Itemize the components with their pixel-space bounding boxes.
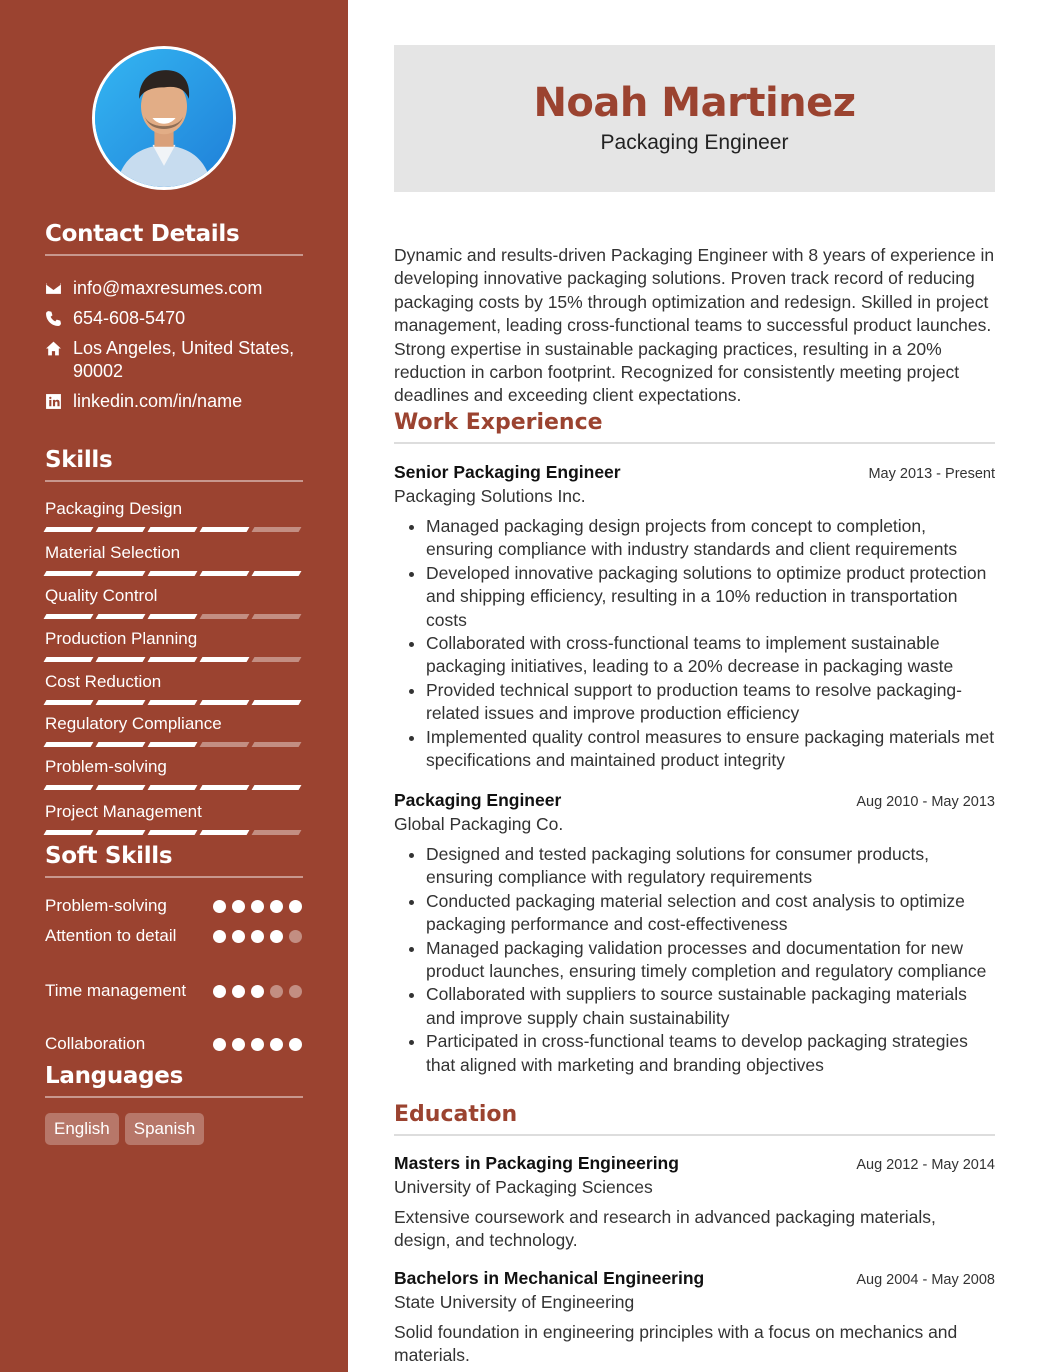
job-company: Global Packaging Co. [394,814,564,834]
job-company: Packaging Solutions Inc. [394,486,586,506]
contact-email[interactable]: info@maxresumes.com [45,277,305,300]
rating-dot [270,900,283,913]
skill-level-segment [252,742,302,747]
skill-level-segment [96,571,146,576]
skill-item [45,672,303,705]
soft-skill-name: Attention to detail [45,926,177,945]
skill-level-segment [148,830,198,835]
language-tag: English [45,1113,119,1145]
skill-level-segment [200,742,250,747]
skill-name: Material Selection [45,543,181,562]
rating-dot [270,985,283,998]
skill-name: Regulatory Compliance [45,714,222,733]
rating-dot [251,900,264,913]
skill-level-segment [252,785,302,790]
list-item: • Collaborated with suppliers to source sustainable packaging materials and improve supply chain sustainability [426,983,995,1030]
language-tag: Spanish [125,1113,204,1145]
contact-heading: Contact Details [45,221,303,256]
skill-level-bar [45,571,303,576]
skill-level-bar [45,742,303,747]
skills-heading: Skills [45,447,303,482]
contact-phone[interactable]: 654-608-5470 [45,307,305,330]
skill-level-segment [96,785,146,790]
home-icon [45,337,73,383]
education-dates: Aug 2012 - May 2014 [856,1157,995,1173]
rating-dot [213,985,226,998]
list-item: • Managed packaging design projects from concept to completion, ensuring compliance with industry standards and client requirements [426,515,995,562]
education-heading: Education [394,1102,995,1136]
skill-level-segment [44,657,94,662]
skill-level-bar [45,614,303,619]
skill-item [45,714,303,747]
skill-level-segment [96,614,146,619]
soft-skill-name: Problem-solving [45,896,167,915]
skill-level-segment [44,785,94,790]
skill-item [45,543,303,576]
address-line-2: 90002 [73,361,124,381]
skill-level-segment [44,571,94,576]
job-dates: May 2013 - Present [868,466,995,482]
skill-level-segment [44,527,94,532]
job-bullets [394,843,995,1077]
skill-level-segment [252,700,302,705]
skill-level-segment [148,700,198,705]
list-item: • Implemented quality control measures to ensure packaging materials met specifications and maintained product integrity [426,726,995,773]
rating-dot [270,1038,283,1051]
sidebar [0,0,348,1372]
school: State University of Engineering [394,1292,635,1312]
skill-level-segment [252,657,302,662]
soft-skill-name: Collaboration [45,1034,146,1053]
education-entry [394,1152,995,1253]
skill-level-bar [45,785,303,790]
skill-level-bar [45,657,303,662]
job-title: Packaging Engineer [394,790,562,810]
profile-photo-icon [95,49,233,187]
education-description: Extensive coursework and research in advanced packaging materials, design, and technology. [394,1207,936,1251]
soft-skill-item [45,979,305,1003]
work-experience-heading: Work Experience [394,410,995,444]
rating-dot [232,900,245,913]
avatar [92,46,236,190]
rating-dot [213,900,226,913]
rating-dot [232,1038,245,1051]
skill-name: Problem-solving [45,757,167,776]
education-entry [394,1267,995,1368]
skill-level-segment [252,614,302,619]
linkedin-icon [45,390,73,413]
school: University of Packaging Sciences [394,1177,653,1197]
skill-name: Packaging Design [45,499,183,518]
languages-list [45,1113,204,1145]
rating-dot [251,985,264,998]
skill-level-segment [96,527,146,532]
rating-dot [289,900,302,913]
list-item: • Developed innovative packaging solutions to optimize product protection and shipping efficiency, resulting in a 10% reduction in transportation costs [426,562,995,632]
candidate-title: Packaging Engineer [600,131,789,154]
address-line-1: Los Angeles, United States, [73,338,295,358]
skill-name: Production Planning [45,629,198,648]
education-dates: Aug 2004 - May 2008 [856,1272,995,1288]
contact-linkedin[interactable]: linkedin.com/in/name [45,390,305,413]
job-entry [394,789,995,1077]
list-item: • Provided technical support to production teams to resolve packaging-related issues and improve production efficiency [426,679,995,726]
skill-level-segment [252,571,302,576]
soft-skill-rating [213,1032,303,1056]
skill-level-segment [96,657,146,662]
rating-dot [213,1038,226,1051]
soft-skill-rating [213,979,303,1003]
skill-level-segment [148,571,198,576]
skill-level-segment [148,657,198,662]
education-description: Solid foundation in engineering principles with a focus on mechanics and materials. [394,1322,958,1366]
skill-level-segment [96,700,146,705]
soft-skill-item [45,1032,305,1056]
job-bullets [394,515,995,772]
skill-level-segment [200,527,250,532]
skill-name: Cost Reduction [45,672,162,691]
rating-dot [251,930,264,943]
skill-level-segment [252,830,302,835]
skill-level-segment [44,830,94,835]
skill-level-segment [44,614,94,619]
rating-dot [289,1038,302,1051]
soft-skills-heading: Soft Skills [45,843,303,878]
job-entry [394,461,995,772]
skill-level-segment [200,614,250,619]
skill-level-bar [45,700,303,705]
list-item: • Participated in cross-functional teams to develop packaging strategies that aligned with marketing and branding objectives [426,1030,995,1077]
job-title: Senior Packaging Engineer [394,462,621,482]
summary: Dynamic and results-driven Packaging Engineer with 8 years of experience in developing innovative packaging solutions. Proven track record of reducing packaging costs by 15% through optimization and redesign. Skilled in project management, leading cross-functional teams to successful product launches. Strong expertise in sustainable packaging practices, resulting in a 20% reduction in carbon footprint. Recognized for consistently meeting project deadlines and exceeding client expectations. [394,245,995,406]
soft-skill-name: Time management [45,981,187,1000]
rating-dot [232,985,245,998]
skill-level-segment [200,785,250,790]
skill-level-segment [252,527,302,532]
list-item: • Collaborated with cross-functional teams to implement sustainable packaging initiatives, leading to a 20% decrease in packaging waste [426,632,995,679]
rating-dot [270,930,283,943]
rating-dot [213,930,226,943]
skill-level-segment [96,830,146,835]
skill-level-segment [200,700,250,705]
rating-dot [289,985,302,998]
skill-level-bar [45,527,303,532]
list-item: • Managed packaging validation processes and documentation for new product launches, ensuring timely completion and regulatory compliance [426,937,995,984]
phone-icon [45,307,73,330]
soft-skill-rating [213,924,303,948]
resume-header [394,45,995,192]
list-item: • Conducted packaging material selection and cost analysis to optimize packaging performance and cost-effectiveness [426,890,995,937]
soft-skill-item [45,924,305,948]
skill-item [45,802,303,835]
skill-level-segment [200,830,250,835]
skill-name: Project Management [45,802,202,821]
skill-level-segment [44,700,94,705]
skill-level-segment [96,742,146,747]
rating-dot [232,930,245,943]
rating-dot [251,1038,264,1051]
candidate-name: Noah Martinez [533,80,856,126]
list-item: • Designed and tested packaging solutions for consumer products, ensuring compliance with regulatory requirements [426,843,995,890]
job-dates: Aug 2010 - May 2013 [856,794,995,810]
degree: Bachelors in Mechanical Engineering [394,1268,705,1288]
soft-skill-item [45,894,305,918]
contact-address [45,337,305,383]
skill-item [45,629,303,662]
skill-item [45,499,303,532]
degree: Masters in Packaging Engineering [394,1153,679,1173]
rating-dot [289,930,302,943]
soft-skill-rating [213,894,303,918]
skill-item [45,586,303,619]
skill-name: Quality Control [45,586,158,605]
email-icon [45,277,73,300]
languages-heading: Languages [45,1063,303,1098]
skill-level-segment [148,742,198,747]
skill-level-segment [44,742,94,747]
skill-item [45,757,303,790]
skill-level-segment [148,785,198,790]
skill-level-segment [148,527,198,532]
skill-level-segment [200,571,250,576]
skill-level-bar [45,830,303,835]
skill-level-segment [200,657,250,662]
skill-level-segment [148,614,198,619]
